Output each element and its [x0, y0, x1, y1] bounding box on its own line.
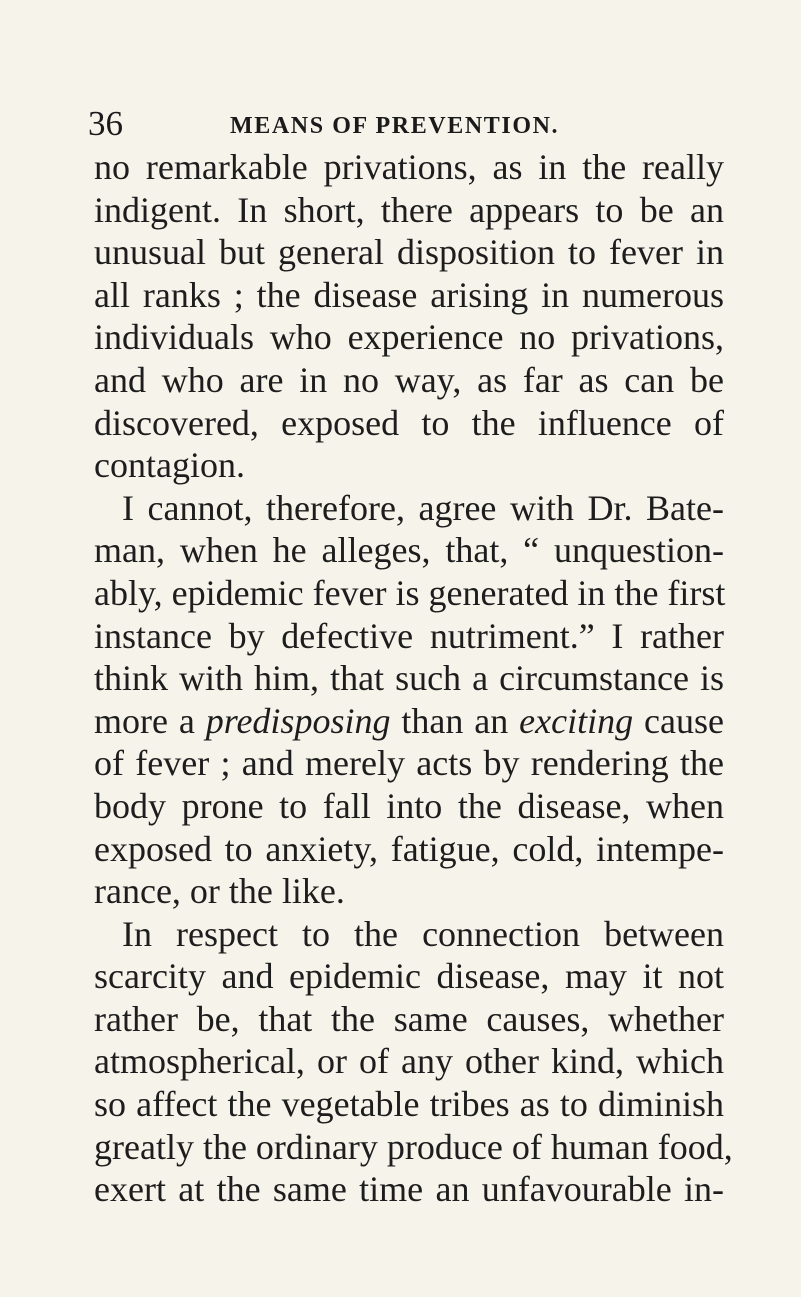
italic-term-exciting: exciting	[519, 700, 634, 741]
text-line: unusual but general disposition to fever in	[94, 232, 724, 273]
text-line: so affect the vegetable tribes as to diminish	[94, 1084, 724, 1125]
text-line: no remarkable privations, as in the really	[94, 147, 724, 187]
text-line: exert at the same time an unfavourable in-	[94, 1169, 724, 1210]
text-line: of fever ; and merely acts by rendering the	[94, 743, 724, 784]
text-line: atmospherical, or of any other kind, which	[94, 1041, 724, 1082]
text-line: man, when he alleges, that, “ unquestion-	[94, 530, 724, 571]
text-line: discovered, exposed to the influence of	[94, 402, 724, 443]
text-line: indigent. In short, there appears to be an	[94, 189, 724, 230]
running-head	[0, 104, 801, 144]
page-number: 36	[88, 104, 123, 143]
text-line: think with him, that such a circumstance is	[94, 658, 724, 699]
text-line: individuals who experience no privations,	[94, 317, 724, 358]
italic-term-predisposing: predisposing	[205, 700, 391, 741]
text-line: and who are in no way, as far as can be	[94, 359, 724, 400]
text-line: instance by defective nutriment.” I rather	[94, 615, 724, 656]
text-line: ably, epidemic fever is generated in the first	[94, 572, 726, 613]
text-line: rather be, that the same causes, whether	[94, 998, 724, 1039]
text-segment: cause	[633, 700, 724, 741]
text-line: body prone to fall into the disease, when	[94, 785, 724, 826]
text-line: exposed to anxiety, fatigue, cold, intempe-	[94, 828, 724, 869]
text-line: I cannot, therefore, agree with Dr. Bate-	[122, 487, 724, 528]
text-segment: than an	[390, 700, 520, 741]
text-line: contagion.	[94, 445, 245, 486]
text-segment: more a	[94, 700, 206, 741]
text-line: rance, or the like.	[94, 871, 345, 912]
text-line: In respect to the connection between	[122, 913, 724, 954]
text-line: scarcity and epidemic disease, may it not	[94, 956, 724, 997]
text-line: all ranks ; the disease arising in numerous	[94, 274, 724, 315]
running-title: MEANS OF PREVENTION.	[230, 113, 560, 139]
text-line-with-italics	[94, 700, 724, 743]
body-text	[94, 146, 733, 1211]
text-line: greatly the ordinary produce of human food,	[94, 1126, 733, 1167]
